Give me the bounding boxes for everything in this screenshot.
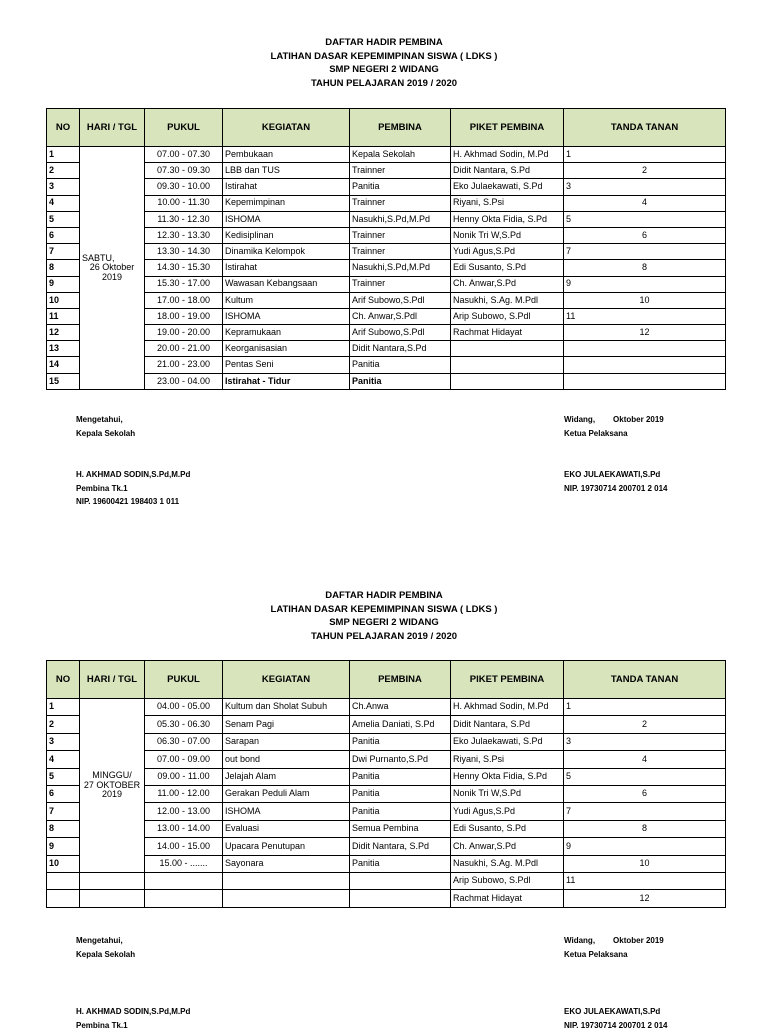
pembina-cell: Trainner (350, 227, 451, 243)
heading-school: SMP NEGERI 2 WIDANG (0, 63, 768, 77)
time-cell: 20.00 - 21.00 (145, 341, 223, 357)
signature-number-left: 1 (566, 701, 571, 711)
column-header-signature: TANDA TANAN (564, 661, 726, 699)
date: Oktober 2019 (613, 415, 664, 424)
pembina-cell: Trainner (350, 276, 451, 292)
piket-cell (451, 357, 564, 373)
row-number (47, 872, 80, 889)
piket-cell: Edi Susanto, S.Pd (451, 260, 564, 276)
activity-cell: Evaluasi (223, 820, 350, 837)
document-heading (0, 36, 768, 90)
row-number: 13 (47, 341, 80, 357)
empty-cell (80, 890, 145, 907)
principal-rank: Pembina Tk.1 (76, 1019, 190, 1032)
signature-number-center: 8 (566, 824, 723, 833)
piket-cell: Yudi Agus,S.Pd (451, 803, 564, 820)
heading-year: TAHUN PELAJARAN 2019 / 2020 (0, 630, 768, 644)
table-row (47, 373, 726, 389)
signature-number-left: 11 (566, 875, 575, 885)
time-cell: 10.00 - 11.30 (145, 195, 223, 211)
table-row (47, 716, 726, 733)
pembina-cell: Arif Subowo,S.Pdl (350, 292, 451, 308)
signature-cell (564, 292, 726, 308)
table-row (47, 227, 726, 243)
table-row (47, 341, 726, 357)
activity-cell: Kultum dan Sholat Subuh (223, 699, 350, 716)
activity-cell: Istirahat (223, 260, 350, 276)
row-number: 8 (47, 260, 80, 276)
approval-block-right-2 (564, 934, 664, 961)
signature-number-left: 3 (566, 736, 571, 746)
table-row (47, 357, 726, 373)
pembina-cell: Semua Pembina (350, 820, 451, 837)
pembina-cell: Panitia (350, 179, 451, 195)
activity-cell: Dinamika Kelompok (223, 244, 350, 260)
row-number: 7 (47, 803, 80, 820)
signature-number-center: 8 (566, 263, 723, 272)
column-header-no: NO (47, 661, 80, 699)
signature-cell (564, 260, 726, 276)
column-header-pembina: PEMBINA (350, 661, 451, 699)
piket-cell: Rachmat Hidayat (451, 325, 564, 341)
piket-cell: Ch. Anwar,S.Pd (451, 838, 564, 855)
signature-number-center: 12 (566, 894, 723, 903)
activity-cell: Pentas Seni (223, 357, 350, 373)
activity-cell: ISHOMA (223, 308, 350, 324)
row-number: 14 (47, 357, 80, 373)
pembina-cell: Didit Nantara,S.Pd (350, 341, 451, 357)
signature-cell (564, 276, 726, 292)
column-header-time: PUKUL (145, 661, 223, 699)
row-number: 10 (47, 855, 80, 872)
time-cell: 21.00 - 23.00 (145, 357, 223, 373)
signature-cell (564, 308, 726, 324)
activity-cell: Sarapan (223, 733, 350, 750)
day-date-line: SABTU, (82, 254, 142, 263)
row-number: 1 (47, 699, 80, 716)
signature-cell (564, 855, 726, 872)
table-row (47, 733, 726, 750)
pembina-cell: Panitia (350, 768, 451, 785)
row-number: 15 (47, 373, 80, 389)
activity-cell (223, 872, 350, 889)
activity-cell: Istirahat - Tidur (223, 373, 350, 389)
piket-cell: Didit Nantara, S.Pd (451, 716, 564, 733)
piket-cell: Nasukhi, S.Ag. M.Pdl (451, 855, 564, 872)
activity-cell: Keorganisasian (223, 341, 350, 357)
piket-cell: Ch. Anwar,S.Pd (451, 276, 564, 292)
signer-right-2 (564, 1005, 668, 1032)
chair-name: EKO JULAEKAWATI,S.Pd (564, 1005, 668, 1019)
time-cell: 07.00 - 09.00 (145, 751, 223, 768)
piket-cell: Arip Subowo, S.Pdl (451, 872, 564, 889)
chair-nip: NIP. 19730714 200701 2 014 (564, 1019, 668, 1032)
committee-chair-label: Ketua Pelaksana (564, 948, 664, 962)
activity-cell: Kepramukaan (223, 325, 350, 341)
piket-cell: Rachmat Hidayat (451, 890, 564, 907)
day-date-cell (80, 699, 145, 873)
row-number: 5 (47, 211, 80, 227)
signature-cell (564, 195, 726, 211)
signature-cell (564, 211, 726, 227)
table-row (47, 260, 726, 276)
row-number: 4 (47, 195, 80, 211)
piket-cell: Arip Subowo, S.Pdl (451, 308, 564, 324)
approval-block-left-2 (76, 934, 135, 961)
heading-year: TAHUN PELAJARAN 2019 / 2020 (0, 77, 768, 91)
pembina-cell: Panitia (350, 373, 451, 389)
day-date-line: 26 Oktober (82, 263, 142, 272)
signature-cell (564, 341, 726, 357)
piket-cell: Riyani, S.Psi (451, 195, 564, 211)
time-cell: 19.00 - 20.00 (145, 325, 223, 341)
signature-cell (564, 357, 726, 373)
piket-cell: Yudi Agus,S.Pd (451, 244, 564, 260)
signature-number-left: 3 (566, 181, 571, 191)
day-date-line: MINGGU/ (82, 771, 142, 780)
signature-cell (564, 838, 726, 855)
signature-number-center: 6 (566, 231, 723, 240)
pembina-cell (350, 890, 451, 907)
activity-cell: ISHOMA (223, 211, 350, 227)
signature-number-center: 6 (566, 789, 723, 798)
time-cell: 06.30 - 07.00 (145, 733, 223, 750)
column-header-no: NO (47, 109, 80, 147)
column-header-pembina: PEMBINA (350, 109, 451, 147)
time-cell: 13.30 - 14.30 (145, 244, 223, 260)
pembina-cell: Nasukhi,S.Pd,M.Pd (350, 260, 451, 276)
time-cell: 05.30 - 06.30 (145, 716, 223, 733)
table-row (47, 699, 726, 716)
column-header-piket: PIKET PEMBINA (451, 109, 564, 147)
heading-subtitle: LATIHAN DASAR KEPEMIMPINAN SISWA ( LDKS ) (0, 50, 768, 64)
signature-cell (564, 733, 726, 750)
signature-cell (564, 768, 726, 785)
time-cell: 11.30 - 12.30 (145, 211, 223, 227)
signer-right (564, 468, 668, 495)
pembina-cell: Trainner (350, 163, 451, 179)
activity-cell: Sayonara (223, 855, 350, 872)
time-cell: 04.00 - 05.00 (145, 699, 223, 716)
time-cell (145, 890, 223, 907)
table-row (47, 179, 726, 195)
pembina-cell: Panitia (350, 855, 451, 872)
piket-cell (451, 341, 564, 357)
signature-number-center: 10 (566, 296, 723, 305)
activity-cell (223, 890, 350, 907)
day-date-line: 2019 (82, 790, 142, 799)
signer-left (76, 468, 190, 509)
activity-cell: Gerakan Peduli Alam (223, 785, 350, 802)
place: Widang, (564, 936, 595, 945)
activity-cell: LBB dan TUS (223, 163, 350, 179)
row-number: 6 (47, 227, 80, 243)
piket-cell: H. Akhmad Sodin, M.Pd (451, 147, 564, 163)
activity-cell: Jelajah Alam (223, 768, 350, 785)
piket-cell (451, 373, 564, 389)
pembina-cell: Amelia Daniati, S.Pd (350, 716, 451, 733)
activity-cell: Upacara Penutupan (223, 838, 350, 855)
signature-number-left: 7 (566, 246, 571, 256)
time-cell: 09.00 - 11.00 (145, 768, 223, 785)
chair-name: EKO JULAEKAWATI,S.Pd (564, 468, 668, 482)
row-number: 5 (47, 768, 80, 785)
signature-cell (564, 325, 726, 341)
signature-number-left: 1 (566, 149, 571, 159)
attendance-table-day1 (46, 108, 726, 390)
time-cell: 23.00 - 04.00 (145, 373, 223, 389)
empty-cell (80, 872, 145, 889)
place: Widang, (564, 415, 595, 424)
piket-cell: Henny Okta Fidia, S.Pd (451, 768, 564, 785)
row-number (47, 890, 80, 907)
signature-cell (564, 785, 726, 802)
column-header-activity: KEGIATAN (223, 661, 350, 699)
time-cell: 11.00 - 12.00 (145, 785, 223, 802)
table-row (47, 890, 726, 907)
activity-cell: out bond (223, 751, 350, 768)
principal-nip: NIP. 19600421 198403 1 011 (76, 495, 190, 509)
signature-number-left: 11 (566, 311, 575, 321)
pembina-cell: Nasukhi,S.Pd,M.Pd (350, 211, 451, 227)
pembina-cell: Trainner (350, 244, 451, 260)
table-row (47, 292, 726, 308)
table-row (47, 838, 726, 855)
day-date-line: 2019 (82, 273, 142, 282)
principal-label: Kepala Sekolah (76, 427, 135, 441)
signature-cell (564, 373, 726, 389)
table-row (47, 872, 726, 889)
table-header-row (47, 109, 726, 147)
column-header-activity: KEGIATAN (223, 109, 350, 147)
signature-cell (564, 872, 726, 889)
time-cell: 14.30 - 15.30 (145, 260, 223, 276)
time-cell: 07.30 - 09.30 (145, 163, 223, 179)
heading-title: DAFTAR HADIR PEMBINA (0, 36, 768, 50)
signature-cell (564, 179, 726, 195)
row-number: 8 (47, 820, 80, 837)
table-row (47, 820, 726, 837)
row-number: 7 (47, 244, 80, 260)
signature-cell (564, 803, 726, 820)
place-date (564, 413, 664, 427)
table-row (47, 803, 726, 820)
pembina-cell: Didit Nantara, S.Pd (350, 838, 451, 855)
pembina-cell: Panitia (350, 785, 451, 802)
day-date-cell (80, 147, 145, 390)
heading-subtitle: LATIHAN DASAR KEPEMIMPINAN SISWA ( LDKS ) (0, 603, 768, 617)
table-row (47, 276, 726, 292)
piket-cell: H. Akhmad Sodin, M.Pd (451, 699, 564, 716)
signature-cell (564, 147, 726, 163)
signature-cell (564, 699, 726, 716)
piket-cell: Nonik Tri W,S.Pd (451, 785, 564, 802)
signer-left-2 (76, 1005, 190, 1032)
column-header-piket: PIKET PEMBINA (451, 661, 564, 699)
signature-cell (564, 716, 726, 733)
activity-cell: Istirahat (223, 179, 350, 195)
piket-cell: Eko Julaekawati, S.Pd (451, 179, 564, 195)
time-cell: 14.00 - 15.00 (145, 838, 223, 855)
time-cell: 15.30 - 17.00 (145, 276, 223, 292)
signature-number-left: 7 (566, 806, 571, 816)
piket-cell: Henny Okta Fidia, S.Pd (451, 211, 564, 227)
row-number: 10 (47, 292, 80, 308)
signature-number-center: 12 (566, 328, 723, 337)
table-row (47, 785, 726, 802)
signature-cell (564, 890, 726, 907)
time-cell: 15.00 - ....... (145, 855, 223, 872)
principal-name: H. AKHMAD SODIN,S.Pd,M.Pd (76, 1005, 190, 1019)
table-row (47, 211, 726, 227)
table-row (47, 308, 726, 324)
heading-school: SMP NEGERI 2 WIDANG (0, 616, 768, 630)
time-cell: 18.00 - 19.00 (145, 308, 223, 324)
piket-cell: Didit Nantara, S.Pd (451, 163, 564, 179)
approval-block-left (76, 413, 135, 440)
date: Oktober 2019 (613, 936, 664, 945)
signature-number-left: 5 (566, 214, 571, 224)
pembina-cell: Panitia (350, 733, 451, 750)
table-row (47, 195, 726, 211)
pembina-cell: Trainner (350, 195, 451, 211)
column-header-day: HARI / TGL (80, 109, 145, 147)
signature-number-left: 9 (566, 841, 571, 851)
row-number: 11 (47, 308, 80, 324)
approval-label: Mengetahui, (76, 413, 135, 427)
document-heading-2 (0, 589, 768, 643)
signature-number-center: 2 (566, 720, 723, 729)
row-number: 1 (47, 147, 80, 163)
row-number: 3 (47, 179, 80, 195)
row-number: 2 (47, 716, 80, 733)
signature-cell (564, 244, 726, 260)
activity-cell: Senam Pagi (223, 716, 350, 733)
row-number: 9 (47, 276, 80, 292)
pembina-cell: Ch.Anwa (350, 699, 451, 716)
column-header-day: HARI / TGL (80, 661, 145, 699)
column-header-signature: TANDA TANAN (564, 109, 726, 147)
day-date-line: 27 OKTOBER (82, 781, 142, 790)
row-number: 12 (47, 325, 80, 341)
time-cell: 07.00 - 07.30 (145, 147, 223, 163)
approval-block-right (564, 413, 664, 440)
table-row (47, 147, 726, 163)
time-cell: 09.30 - 10.00 (145, 179, 223, 195)
pembina-cell: Ch. Anwar,S.Pdl (350, 308, 451, 324)
time-cell: 12.00 - 13.00 (145, 803, 223, 820)
piket-cell: Nonik Tri W,S.Pd (451, 227, 564, 243)
table-row (47, 768, 726, 785)
row-number: 2 (47, 163, 80, 179)
heading-title: DAFTAR HADIR PEMBINA (0, 589, 768, 603)
time-cell (145, 872, 223, 889)
signature-number-center: 10 (566, 859, 723, 868)
activity-cell: Kultum (223, 292, 350, 308)
pembina-cell: Arif Subowo,S.Pdl (350, 325, 451, 341)
pembina-cell: Dwi Purnanto,S.Pd (350, 751, 451, 768)
column-header-time: PUKUL (145, 109, 223, 147)
attendance-table-day2 (46, 660, 726, 908)
pembina-cell: Panitia (350, 803, 451, 820)
signature-cell (564, 163, 726, 179)
committee-chair-label: Ketua Pelaksana (564, 427, 664, 441)
row-number: 4 (47, 751, 80, 768)
piket-cell: Riyani, S.Psi (451, 751, 564, 768)
piket-cell: Eko Julaekawati, S.Pd (451, 733, 564, 750)
time-cell: 17.00 - 18.00 (145, 292, 223, 308)
chair-nip: NIP. 19730714 200701 2 014 (564, 482, 668, 496)
table-row (47, 855, 726, 872)
principal-label: Kepala Sekolah (76, 948, 135, 962)
principal-rank: Pembina Tk.1 (76, 482, 190, 496)
time-cell: 12.30 - 13.30 (145, 227, 223, 243)
piket-cell: Nasukhi, S.Ag. M.Pdl (451, 292, 564, 308)
pembina-cell: Panitia (350, 357, 451, 373)
table-row (47, 244, 726, 260)
pembina-cell (350, 872, 451, 889)
piket-cell: Edi Susanto, S.Pd (451, 820, 564, 837)
principal-name: H. AKHMAD SODIN,S.Pd,M.Pd (76, 468, 190, 482)
row-number: 9 (47, 838, 80, 855)
signature-number-center: 4 (566, 755, 723, 764)
table-row (47, 163, 726, 179)
activity-cell: Kepemimpinan (223, 195, 350, 211)
signature-number-left: 9 (566, 278, 571, 288)
activity-cell: Pembukaan (223, 147, 350, 163)
row-number: 6 (47, 785, 80, 802)
place-date (564, 934, 664, 948)
time-cell: 13.00 - 14.00 (145, 820, 223, 837)
activity-cell: Kedisiplinan (223, 227, 350, 243)
pembina-cell: Kepala Sekolah (350, 147, 451, 163)
activity-cell: Wawasan Kebangsaan (223, 276, 350, 292)
table-row (47, 751, 726, 768)
signature-number-center: 2 (566, 166, 723, 175)
activity-cell: ISHOMA (223, 803, 350, 820)
signature-cell (564, 751, 726, 768)
table-row (47, 325, 726, 341)
approval-label: Mengetahui, (76, 934, 135, 948)
row-number: 3 (47, 733, 80, 750)
signature-number-center: 4 (566, 198, 723, 207)
signature-cell (564, 227, 726, 243)
table-header-row (47, 661, 726, 699)
signature-number-left: 5 (566, 771, 571, 781)
signature-cell (564, 820, 726, 837)
